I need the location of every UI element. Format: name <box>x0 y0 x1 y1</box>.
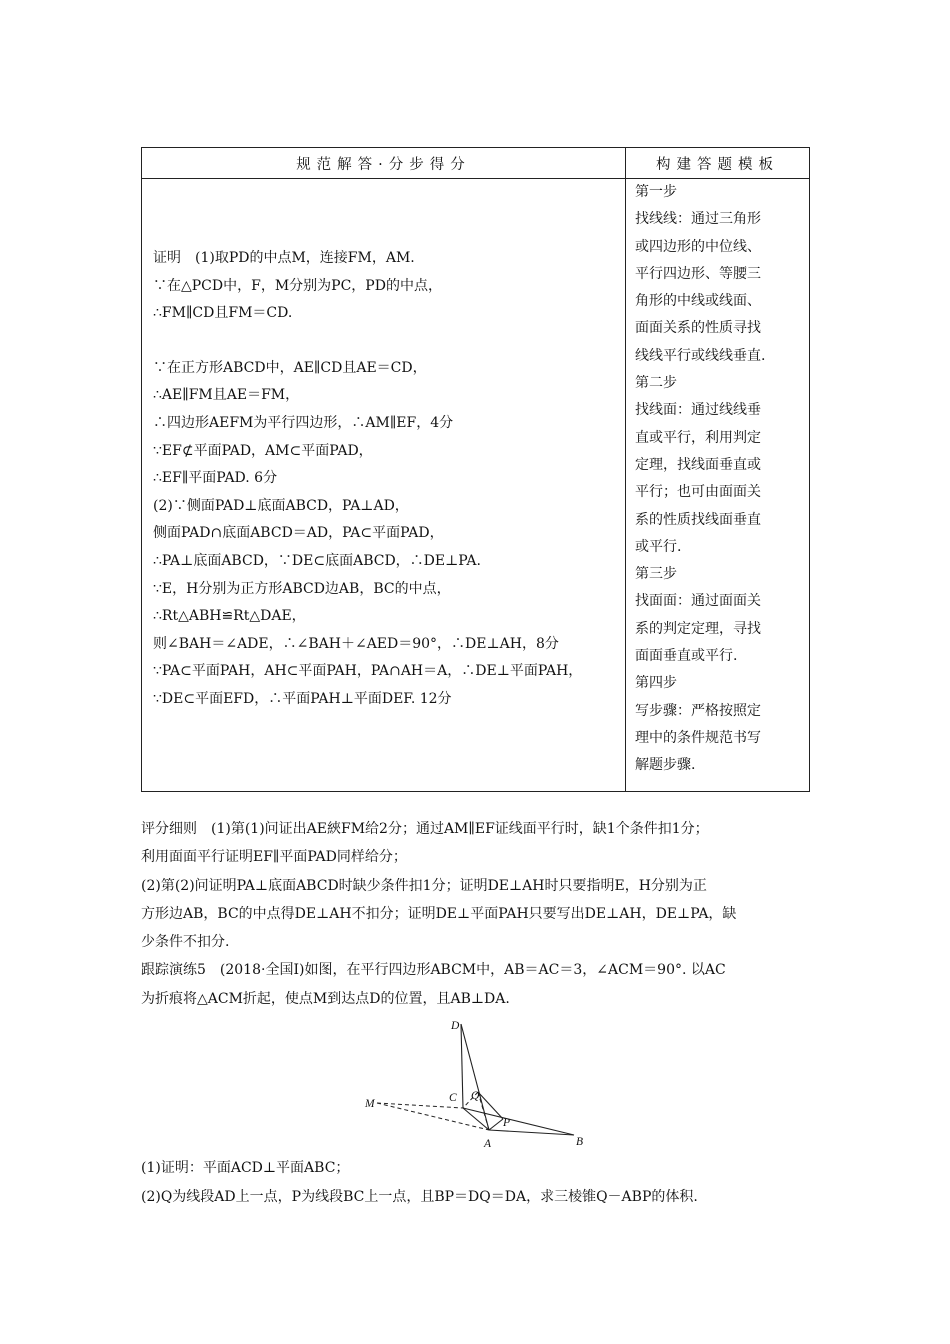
exercise-line: 跟踪演练5 (2018·全国Ⅰ)如图，在平行四边形ABCM中，AB＝AC＝3，∠ACM＝90°. 以AC <box>141 962 726 979</box>
proof-line: ∵DE⊂平面EFD，∴平面PAH⊥平面DEF. 12分 <box>153 690 452 707</box>
template-line: 系的性质找线面垂直 <box>635 511 761 528</box>
template-line: 或四边形的中位线、 <box>635 238 761 255</box>
header-answer-template: 构建答题模板 <box>626 148 810 179</box>
proof-line: ∴PA⊥底面ABCD，∵DE⊂底面ABCD，∴DE⊥PA. <box>153 552 481 569</box>
proof-line: ∵在△PCD中，F，M分别为PC，PD的中点， <box>153 277 442 294</box>
scoring-line: 少条件不扣分. <box>141 934 230 951</box>
template-line: 写步骤：严格按照定 <box>635 702 761 719</box>
proof-line: ∵E，H分别为正方形ABCD边AB，BC的中点， <box>153 580 451 597</box>
template-line: 平行四边形、等腰三 <box>635 265 761 282</box>
edge-AB <box>489 1130 574 1135</box>
template-line: 角形的中线或线面、 <box>635 293 761 310</box>
scoring-line: (2)第(2)问证明PA⊥底面ABCD时缺少条件扣1分；证明DE⊥AH时只要指明E，H分别为正 <box>141 877 707 894</box>
template-line: 平行；也可由面面关 <box>635 484 761 501</box>
proof-line: ∵在正方形ABCD中，AE∥CD且AE＝CD， <box>153 359 427 376</box>
question-1: (1)证明：平面ACD⊥平面ABC； <box>141 1160 350 1176</box>
scoring-line: 方形边AB，BC的中点得DE⊥AH不扣分；证明DE⊥平面PAH只要写出DE⊥AH，DE⊥PA，缺 <box>141 905 737 922</box>
template-line: 线线平行或线线垂直. <box>635 347 766 364</box>
proof-line: ∴FM∥CD且FM＝CD. <box>153 305 293 322</box>
template-line: 理中的条件规范书写 <box>635 729 761 746</box>
template-line: 第四步 <box>635 675 677 692</box>
proof-spacer <box>153 328 617 355</box>
proof-line: ∴AE∥FM且AE＝FM， <box>153 387 300 404</box>
label-D: D <box>451 1020 460 1032</box>
label-A: A <box>484 1138 492 1150</box>
header-standard-solution: 规范解答·分步得分 <box>142 148 626 179</box>
proof-line: ∴四边形AEFM为平行四边形，∴AM∥EF，4分 <box>153 414 454 431</box>
template-line: 面面关系的性质寻找 <box>635 320 761 337</box>
proof-text <box>142 179 625 724</box>
proof-cell <box>142 179 626 792</box>
edge-DC <box>461 1024 463 1108</box>
proof-line: ∵EF⊄平面PAD，AM⊂平面PAD， <box>153 442 373 459</box>
template-line: 定理，找线面垂直或 <box>635 456 761 473</box>
scoring-rules <box>141 815 821 1013</box>
template-line: 面面垂直或平行. <box>635 648 738 665</box>
template-line: 直或平行，利用判定 <box>635 429 761 446</box>
scoring-line: 评分细则 (1)第(1)问证出AE綊FM给2分；通过AM∥EF证线面平行时，缺1个条件扣1分； <box>141 821 709 837</box>
template-line: 找面面：通过面面关 <box>635 593 761 610</box>
proof-line: ∵PA⊂平面PAH，AH⊂平面PAH，PA∩AH＝A，∴DE⊥平面PAH， <box>153 663 583 680</box>
solution-table <box>141 147 810 792</box>
proof-line: 证明 (1)取PD的中点M，连接FM，AM. <box>153 250 415 266</box>
exercise-line: 为折痕将△ACM折起，使点M到达点D的位置，且AB⊥DA. <box>141 990 510 1007</box>
template-text <box>626 179 809 791</box>
label-Q: Q <box>471 1090 480 1102</box>
label-C: C <box>449 1092 457 1104</box>
template-cell <box>626 179 810 792</box>
template-line: 找线面：通过线线垂 <box>635 402 761 419</box>
label-B: B <box>576 1136 584 1148</box>
proof-line: 则∠BAH＝∠ADE，∴∠BAH＋∠AED＝90°，∴DE⊥AH，8分 <box>153 635 559 652</box>
template-line: 或平行. <box>635 538 682 555</box>
proof-line: 侧面PAD∩底面ABCD＝AD，PA⊂平面PAD， <box>153 525 444 542</box>
segment-PA <box>489 1119 503 1130</box>
template-line: 第二步 <box>635 375 677 392</box>
template-line: 系的判定定理，寻找 <box>635 620 761 637</box>
template-line: 第一步 <box>635 184 677 200</box>
template-line: 第三步 <box>635 566 677 583</box>
proof-line: (2)∵侧面PAD⊥底面ABCD，PA⊥AD， <box>153 497 409 514</box>
scoring-line: 利用面面平行证明EF∥平面PAD同样给分； <box>141 849 407 866</box>
template-line: 解题步骤. <box>635 757 696 774</box>
proof-line: ∴Rt△ABH≌Rt△DAE， <box>153 608 306 625</box>
proof-line: ∴EF∥平面PAD. 6分 <box>153 470 278 487</box>
template-line: 找线线：通过三角形 <box>635 211 761 228</box>
label-M: M <box>365 1098 375 1110</box>
pyramid-figure <box>355 1013 595 1158</box>
label-P: P <box>503 1117 511 1129</box>
question-2: (2)Q为线段AD上一点，P为线段BC上一点，且BP＝DQ＝DA，求三棱锥Q－ABP的体积. <box>141 1188 698 1205</box>
exercise-questions <box>141 1154 698 1211</box>
